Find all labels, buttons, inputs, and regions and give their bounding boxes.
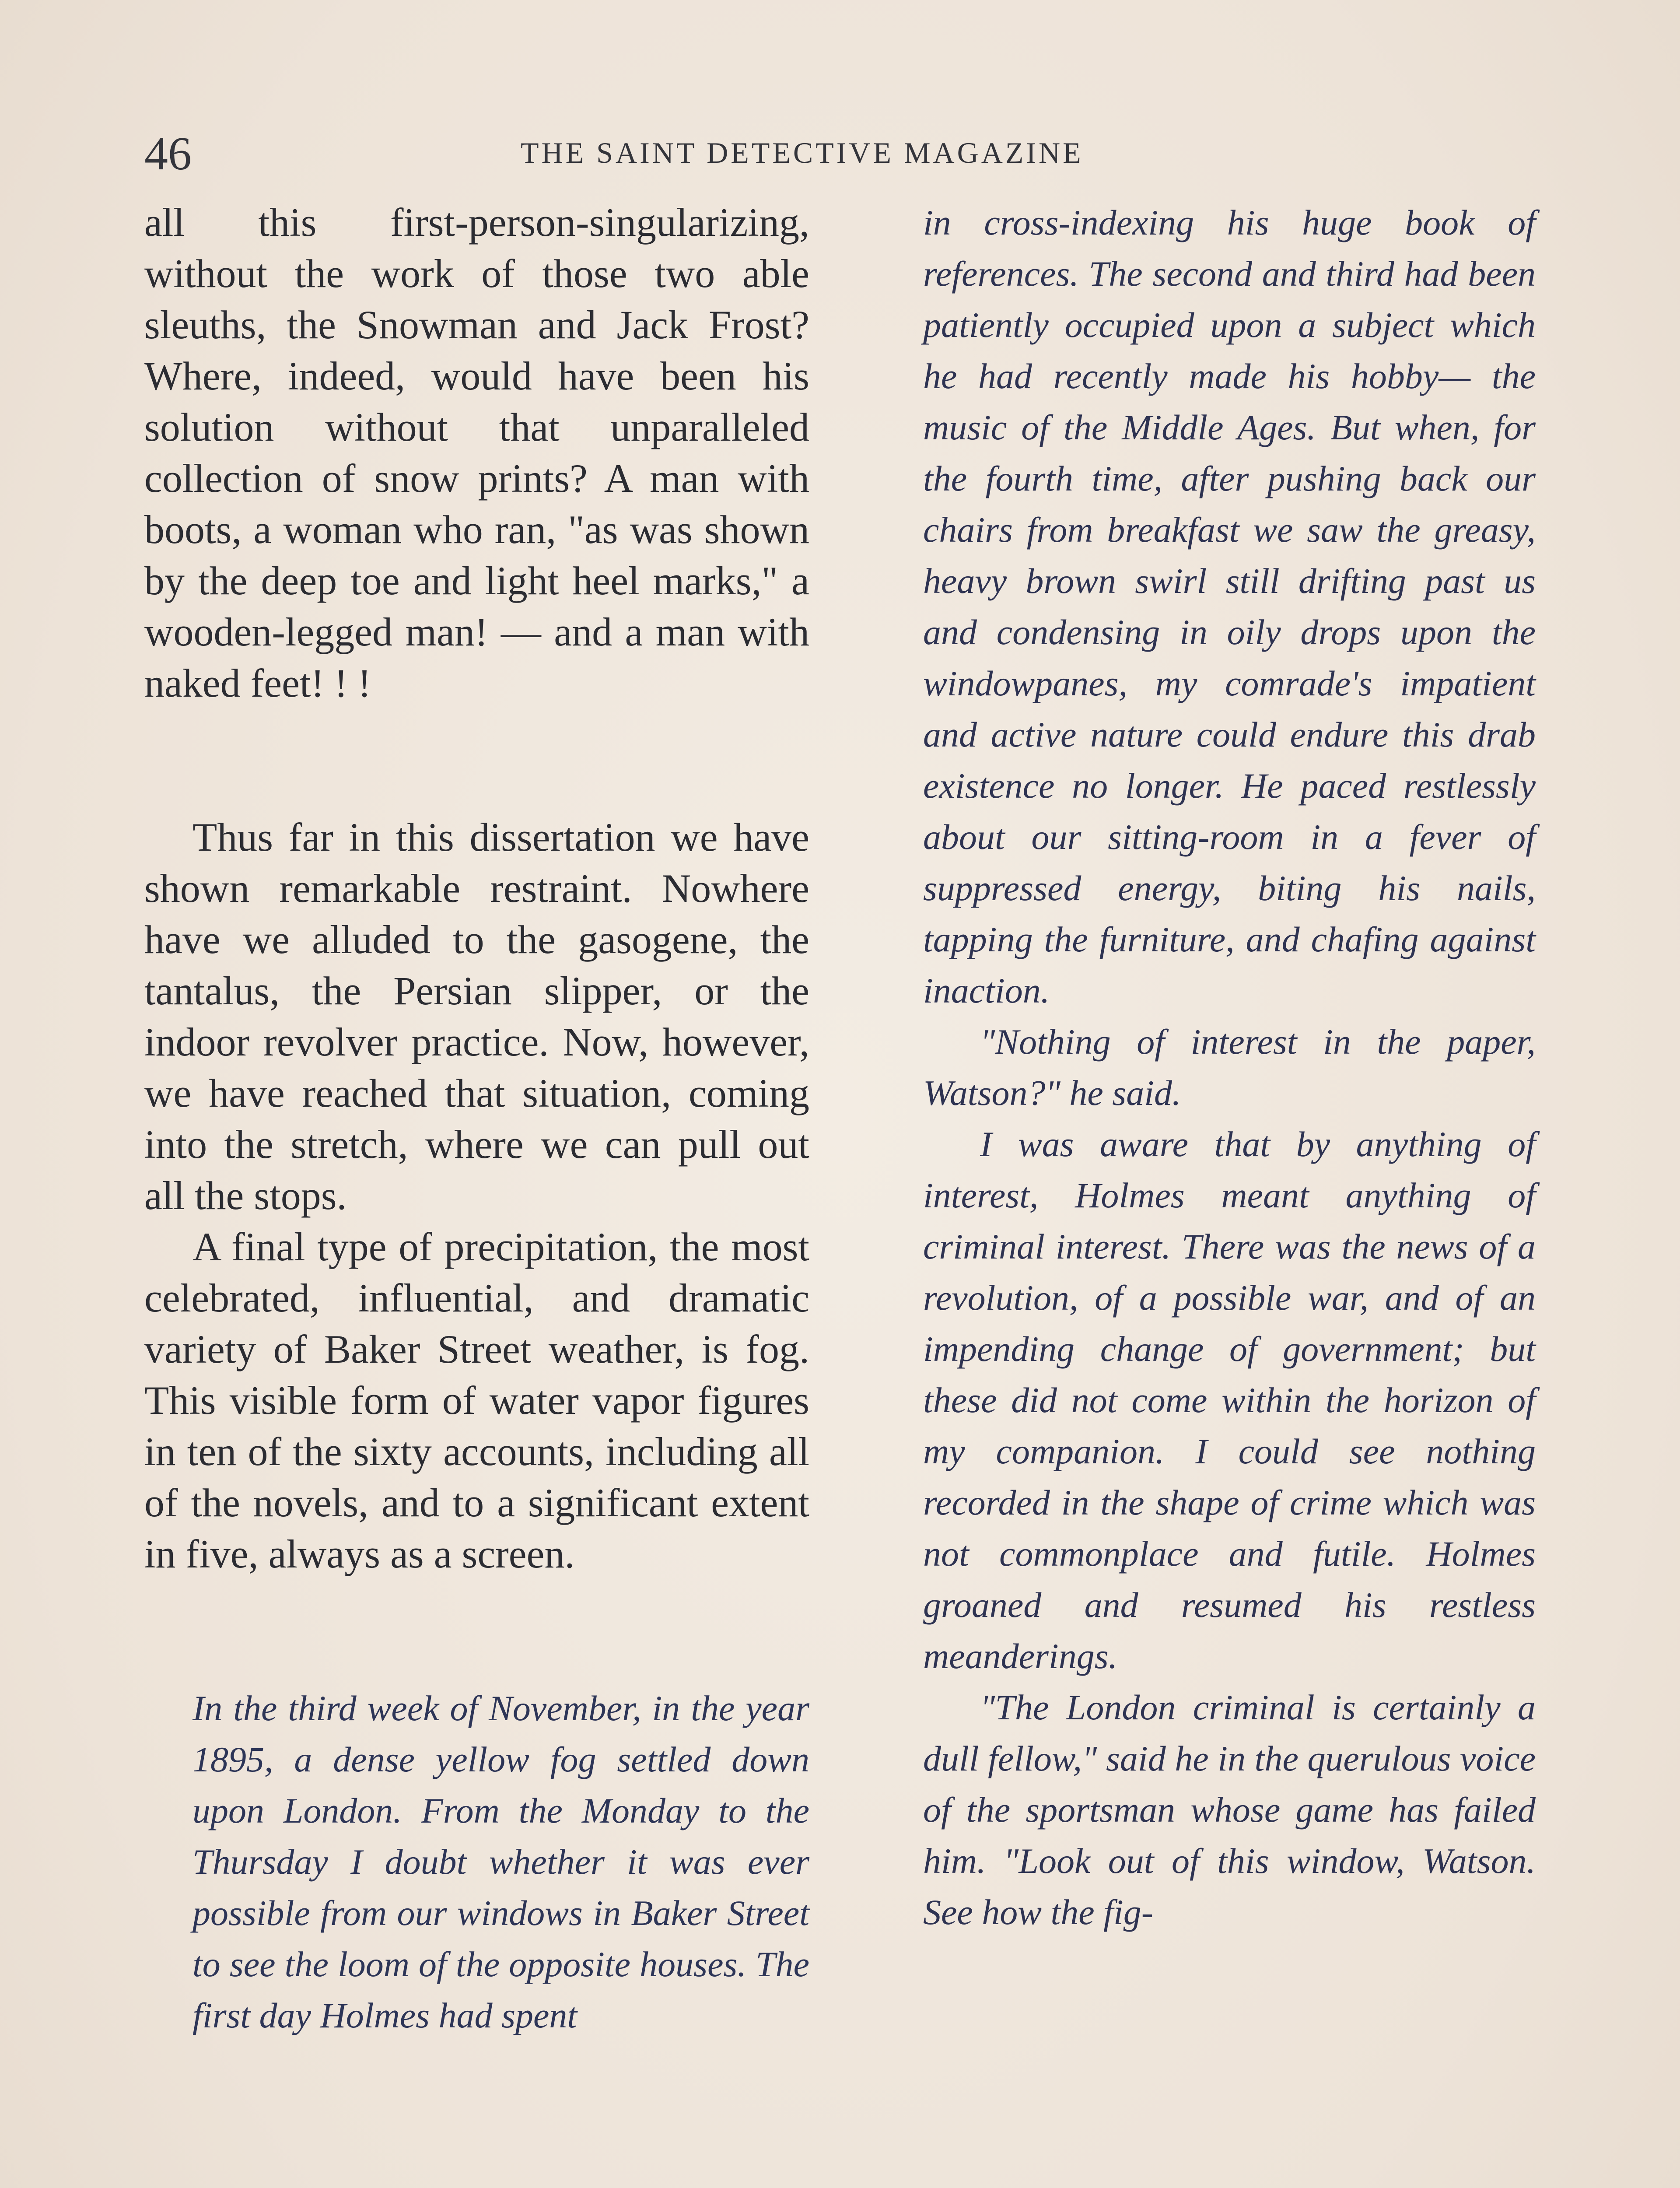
- page-number: 46: [144, 128, 192, 180]
- running-head: THE SAINT DETECTIVE MAGAZINE: [521, 136, 1084, 169]
- right-paragraph-2: "Nothing of interest in the paper, Watson?" he said.: [923, 1022, 1536, 1113]
- page-header: [144, 127, 1544, 188]
- left-column: [144, 197, 809, 2041]
- right-column: [923, 197, 1536, 1938]
- right-paragraph-1: in cross-indexing his huge book of references. The second and third had been patiently occupied upon a subject which he had recently made his hobby— the music of the Middle Ages. But when, for the fourth time, after pushing back our chairs from breakfast we saw the greasy, heavy brown swirl still drifting past us and condensing in oily drops upon the windowpanes, my comrade's impatient and active nature could endure this drab existence no longer. He paced restlessly about our sitting-room in a fever of suppressed energy, biting his nails, tapping the furniture, and chafing against inaction.: [923, 203, 1536, 1010]
- left-paragraph-1: all this first-person-singularizing, without the work of those two able sleuths, the Snowman and Jack Frost? Where, indeed, would have been his solution without that unparalleled collection of snow prints? A man with boots, a woman who ran, "as was shown by the deep toe and light heel marks," a wooden-legged man! — and a man with naked feet! ! !: [144, 200, 809, 705]
- right-paragraph-3: I was aware that by anything of interest, Holmes meant anything of criminal interest. There was the news of a revolution, of a possible war, and of an impending change of government; but these did not come within the horizon of my companion. I could see nothing recorded in the shape of crime which was not commonplace and futile. Holmes groaned and resumed his restless meanderings.: [923, 1124, 1536, 1676]
- left-paragraph-3: A final type of precipitation, the most celebrated, influential, and dramatic variety of Baker Street weather, is fog. This visible form of water vapor figures in ten of the sixty accounts, including all of the novels, and to a significant extent in five, always as a screen.: [144, 1224, 809, 1576]
- fog-quotation: In the third week of November, in the year 1895, a dense yellow fog settled down upon London. From the Monday to the Thursday I doubt whether it was ever possible from our windows in Baker Street to see the loom of the opposite houses. The first day Holmes had spent: [192, 1688, 809, 2035]
- right-paragraph-4: "The London criminal is certainly a dull fellow," said he in the querulous voice of the sportsman whose game has failed him. "Look out of this window, Watson. See how the fig-: [923, 1687, 1536, 1932]
- left-paragraph-2: Thus far in this dissertation we have shown remarkable restraint. Nowhere have we alluded to the gasogene, the tantalus, the Persian slipper, or the indoor revolver practice. Now, however, we have reached that situation, coming into the stretch, where we can pull out all the stops.: [144, 815, 809, 1218]
